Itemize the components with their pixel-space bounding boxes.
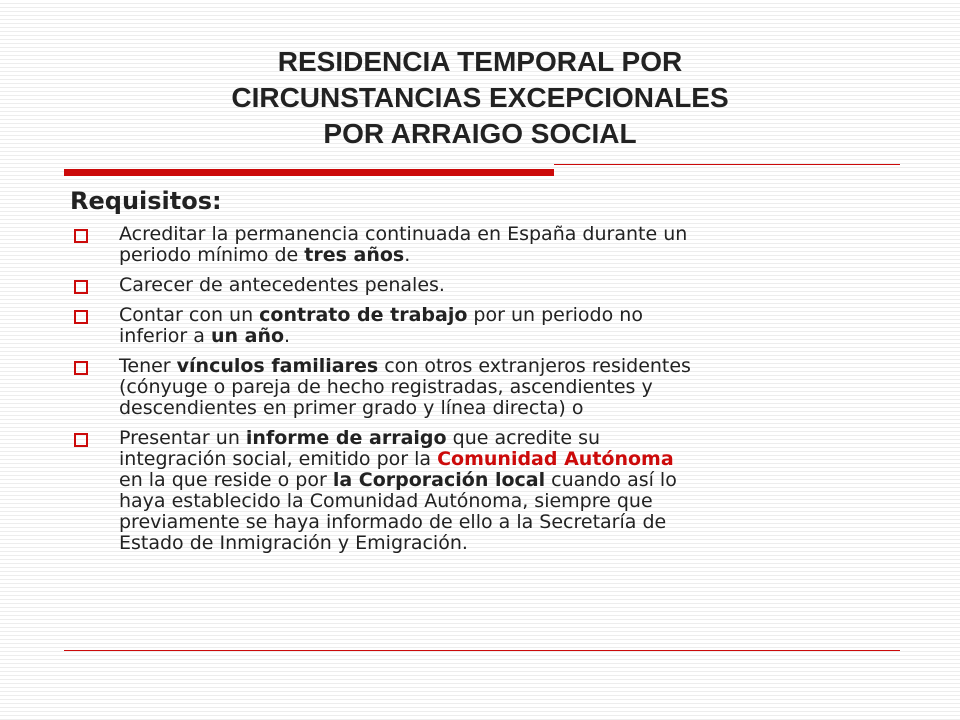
square-bullet-icon: [74, 361, 88, 375]
requirement-item: [70, 224, 910, 266]
item-text: descendientes en primer grado y línea directa) o: [119, 397, 584, 419]
title-underline-thick: [64, 169, 554, 176]
title-line-1: RESIDENCIA TEMPORAL POR: [277, 46, 683, 77]
item-bold-text: un año: [210, 325, 285, 347]
item-text: Contar con un: [119, 304, 260, 326]
item-line: [119, 224, 910, 245]
item-text: Presentar un: [119, 427, 246, 449]
item-bold-text: tres años: [304, 244, 405, 266]
item-line: [119, 377, 910, 398]
title-line-3: POR ARRAIGO SOCIAL: [323, 118, 637, 149]
item-text: .: [284, 325, 291, 347]
item-text: que acredite su: [446, 427, 601, 449]
item-text: inferior a: [119, 325, 211, 347]
title-line-2: CIRCUNSTANCIAS EXCEPCIONALES: [231, 82, 729, 113]
item-line: [119, 305, 910, 326]
item-text: cuando así lo: [545, 469, 677, 491]
item-highlight-text: Comunidad Autónoma: [437, 448, 674, 470]
item-bold-text: la Corporación local: [332, 469, 546, 491]
item-bold-text: informe de arraigo: [245, 427, 447, 449]
item-line: [119, 491, 910, 512]
item-line: [119, 245, 910, 266]
item-line: [119, 326, 910, 347]
square-bullet-icon: [74, 229, 88, 243]
item-text: .: [404, 244, 411, 266]
requirement-item: [70, 428, 910, 554]
item-bold-text: contrato de trabajo: [259, 304, 468, 326]
item-line: [119, 470, 910, 491]
item-text: Acreditar la permanencia continuada en España durante un: [119, 223, 688, 245]
square-bullet-icon: [74, 310, 88, 324]
slide-title: [60, 44, 900, 152]
item-line: [119, 356, 910, 377]
item-line: [119, 512, 910, 533]
item-text: Tener: [119, 355, 177, 377]
item-text: integración social, emitido por la: [119, 448, 438, 470]
item-text: por un periodo no: [467, 304, 643, 326]
item-line: [119, 449, 910, 470]
section-heading: Requisitos:: [70, 187, 222, 215]
item-bold-text: vínculos familiares: [176, 355, 379, 377]
requirement-item: [70, 356, 910, 419]
item-text: Carecer de antecedentes penales.: [119, 274, 445, 296]
requirements-list: [70, 224, 910, 563]
footer-rule: [64, 650, 900, 651]
item-text: periodo mínimo de: [119, 244, 305, 266]
item-line: [119, 398, 910, 419]
item-line: [119, 533, 910, 554]
item-text: con otros extranjeros residentes: [378, 355, 691, 377]
square-bullet-icon: [74, 280, 88, 294]
item-line: [119, 428, 910, 449]
requirement-item: [70, 275, 910, 296]
requirement-item: [70, 305, 910, 347]
square-bullet-icon: [74, 433, 88, 447]
item-text: (cónyuge o pareja de hecho registradas, ascendientes y: [119, 376, 653, 398]
title-underline-thin: [554, 164, 900, 165]
item-text: Estado de Inmigración y Emigración.: [119, 532, 468, 554]
item-text: previamente se haya informado de ello a la Secretaría de: [119, 511, 667, 533]
item-text: en la que reside o por: [119, 469, 333, 491]
item-text: haya establecido la Comunidad Autónoma, siempre que: [119, 490, 653, 512]
item-line: [119, 275, 910, 296]
